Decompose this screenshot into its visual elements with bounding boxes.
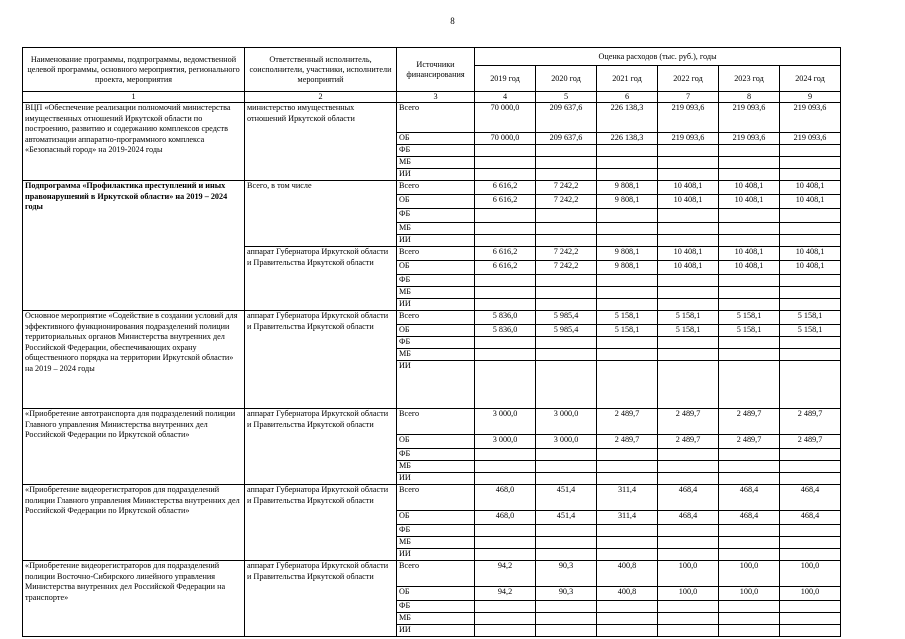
amount-cell: 2 489,7 (658, 409, 719, 435)
amount-cell (780, 223, 841, 235)
amount-cell (475, 549, 536, 561)
funding-source: ИИ (397, 361, 475, 409)
amount-cell: 5 158,1 (780, 311, 841, 325)
amount-cell: 5 158,1 (597, 325, 658, 337)
amount-cell (536, 613, 597, 625)
amount-cell (658, 349, 719, 361)
amount-cell (597, 449, 658, 461)
amount-cell (780, 601, 841, 613)
amount-cell (780, 525, 841, 537)
amount-cell (597, 613, 658, 625)
amount-cell (597, 145, 658, 157)
amount-cell: 6 616,2 (475, 181, 536, 195)
amount-cell (536, 145, 597, 157)
amount-cell: 5 158,1 (719, 311, 780, 325)
column-index: 1 (23, 92, 245, 103)
executor-cell: министерство имущественных отношений Иркутской области (245, 103, 397, 181)
amount-cell (658, 275, 719, 287)
funding-source: ИИ (397, 549, 475, 561)
amount-cell: 10 408,1 (719, 247, 780, 261)
funding-source: ИИ (397, 299, 475, 311)
amount-cell: 100,0 (719, 587, 780, 601)
executor-cell: аппарат Губернатора Иркутской области и Правительства Иркутской области (245, 409, 397, 485)
amount-cell (475, 449, 536, 461)
amount-cell: 100,0 (719, 561, 780, 587)
amount-cell: 100,0 (658, 587, 719, 601)
amount-cell: 10 408,1 (780, 247, 841, 261)
amount-cell: 94,2 (475, 561, 536, 587)
amount-cell: 90,3 (536, 561, 597, 587)
amount-cell: 219 093,6 (780, 133, 841, 145)
amount-cell: 7 242,2 (536, 261, 597, 275)
funding-source: ФБ (397, 449, 475, 461)
amount-cell (536, 337, 597, 349)
amount-cell: 5 158,1 (658, 325, 719, 337)
amount-cell: 70 000,0 (475, 103, 536, 133)
funding-source: ОБ (397, 261, 475, 275)
program-name: Подпрограмма «Профилактика преступлений и иных правонарушений в Иркутской области» на 2019 – 2024 годы (23, 181, 245, 311)
amount-cell: 468,4 (658, 511, 719, 525)
amount-cell (780, 461, 841, 473)
amount-cell (475, 613, 536, 625)
amount-cell (597, 275, 658, 287)
column-index: 2 (245, 92, 397, 103)
amount-cell: 6 616,2 (475, 261, 536, 275)
amount-cell: 311,4 (597, 511, 658, 525)
amount-cell: 468,0 (475, 485, 536, 511)
amount-cell (597, 601, 658, 613)
amount-cell: 468,4 (780, 511, 841, 525)
amount-cell: 5 836,0 (475, 325, 536, 337)
amount-cell (719, 461, 780, 473)
table-row (23, 103, 841, 133)
funding-source: МБ (397, 613, 475, 625)
amount-cell (597, 349, 658, 361)
amount-cell (475, 361, 536, 409)
program-name: ВЦП «Обеспечение реализации полномочий министерства имущественных отношений Иркутской области по построению, развитию и содержанию комплексов средств автоматизации аппаратно-программного комплекса «Безопасный город» на 2019-2024 годы (23, 103, 245, 181)
funding-source: ИИ (397, 235, 475, 247)
header-name: Наименование программы, подпрограммы, ведомственной целевой программы, основного мероприятия, регионального проекта, мероприятия (23, 48, 245, 92)
budget-table (22, 47, 841, 637)
amount-cell (597, 473, 658, 485)
amount-cell (719, 549, 780, 561)
header-year: 2024 год (780, 66, 841, 92)
amount-cell (536, 473, 597, 485)
amount-cell (536, 209, 597, 223)
amount-cell (475, 145, 536, 157)
amount-cell (597, 361, 658, 409)
header-executor: Ответственный исполнитель, соисполнители, участники, исполнители мероприятий (245, 48, 397, 92)
executor-cell: аппарат Губернатора Иркутской области и Правительства Иркутской области (245, 311, 397, 409)
amount-cell (719, 625, 780, 637)
amount-cell (536, 537, 597, 549)
amount-cell (597, 537, 658, 549)
amount-cell (658, 601, 719, 613)
funding-source: Всего (397, 409, 475, 435)
amount-cell: 9 808,1 (597, 195, 658, 209)
funding-source: Всего (397, 181, 475, 195)
amount-cell: 2 489,7 (719, 435, 780, 449)
amount-cell (536, 525, 597, 537)
funding-source: МБ (397, 157, 475, 169)
amount-cell (536, 461, 597, 473)
header-estimate: Оценка расходов (тыс. руб.), годы (475, 48, 841, 66)
amount-cell: 5 985,4 (536, 311, 597, 325)
amount-cell: 468,4 (780, 485, 841, 511)
amount-cell (780, 235, 841, 247)
amount-cell: 226 138,3 (597, 133, 658, 145)
amount-cell: 2 489,7 (597, 435, 658, 449)
amount-cell (475, 525, 536, 537)
amount-cell: 219 093,6 (719, 133, 780, 145)
amount-cell (597, 169, 658, 181)
amount-cell: 10 408,1 (719, 181, 780, 195)
amount-cell (658, 223, 719, 235)
amount-cell: 6 616,2 (475, 247, 536, 261)
amount-cell: 219 093,6 (658, 133, 719, 145)
funding-source: ОБ (397, 511, 475, 525)
amount-cell (475, 223, 536, 235)
column-index: 5 (536, 92, 597, 103)
column-index: 6 (597, 92, 658, 103)
amount-cell (475, 287, 536, 299)
table-row (23, 311, 841, 325)
column-index: 7 (658, 92, 719, 103)
amount-cell: 2 489,7 (658, 435, 719, 449)
amount-cell: 5 158,1 (719, 325, 780, 337)
amount-cell: 209 637,6 (536, 103, 597, 133)
amount-cell (780, 275, 841, 287)
amount-cell (597, 525, 658, 537)
funding-source: ФБ (397, 525, 475, 537)
amount-cell (536, 299, 597, 311)
amount-cell (780, 361, 841, 409)
amount-cell: 94,2 (475, 587, 536, 601)
table-row (23, 485, 841, 511)
amount-cell: 9 808,1 (597, 261, 658, 275)
amount-cell (719, 275, 780, 287)
amount-cell (658, 461, 719, 473)
amount-cell (475, 337, 536, 349)
amount-cell (658, 145, 719, 157)
amount-cell: 9 808,1 (597, 247, 658, 261)
table-row (23, 409, 841, 435)
amount-cell (475, 157, 536, 169)
funding-source: Всего (397, 311, 475, 325)
column-index: 4 (475, 92, 536, 103)
amount-cell (597, 625, 658, 637)
amount-cell (780, 337, 841, 349)
amount-cell (475, 299, 536, 311)
amount-cell (719, 525, 780, 537)
funding-source: ОБ (397, 435, 475, 449)
amount-cell (658, 235, 719, 247)
amount-cell (719, 169, 780, 181)
column-index: 3 (397, 92, 475, 103)
amount-cell (536, 625, 597, 637)
amount-cell: 3 000,0 (475, 435, 536, 449)
amount-cell: 10 408,1 (780, 261, 841, 275)
amount-cell: 2 489,7 (780, 435, 841, 449)
amount-cell (719, 235, 780, 247)
funding-source: ФБ (397, 337, 475, 349)
amount-cell (658, 449, 719, 461)
executor-cell: Всего, в том числе (245, 181, 397, 247)
funding-source: МБ (397, 461, 475, 473)
funding-source: ФБ (397, 275, 475, 287)
amount-cell: 90,3 (536, 587, 597, 601)
amount-cell: 10 408,1 (719, 261, 780, 275)
amount-cell (780, 299, 841, 311)
amount-cell (780, 169, 841, 181)
funding-source: ФБ (397, 601, 475, 613)
table-body (23, 103, 841, 637)
amount-cell (780, 145, 841, 157)
header-year: 2022 год (658, 66, 719, 92)
amount-cell: 10 408,1 (658, 261, 719, 275)
amount-cell: 100,0 (780, 561, 841, 587)
column-index: 8 (719, 92, 780, 103)
amount-cell (597, 549, 658, 561)
funding-source: МБ (397, 223, 475, 235)
table-row (23, 181, 841, 195)
amount-cell: 468,4 (658, 485, 719, 511)
amount-cell (658, 537, 719, 549)
amount-cell: 400,8 (597, 561, 658, 587)
amount-cell (536, 361, 597, 409)
amount-cell: 219 093,6 (658, 103, 719, 133)
amount-cell (475, 169, 536, 181)
amount-cell (536, 223, 597, 235)
program-name: Основное мероприятие «Содействие в создании условий для эффективного функционирования подразделений полиции территориальных органов Министерства внутренних дел Российской Федерации, обеспечивающих охрану общественного порядка на территории Иркутской области» на 2019 – 2024 годы (23, 311, 245, 409)
amount-cell (719, 601, 780, 613)
header-year: 2021 год (597, 66, 658, 92)
amount-cell (597, 287, 658, 299)
amount-cell: 451,4 (536, 485, 597, 511)
amount-cell (536, 275, 597, 287)
amount-cell (780, 287, 841, 299)
amount-cell (597, 461, 658, 473)
amount-cell (719, 449, 780, 461)
amount-cell: 2 489,7 (597, 409, 658, 435)
amount-cell (597, 299, 658, 311)
amount-cell (719, 473, 780, 485)
amount-cell (719, 209, 780, 223)
funding-source: МБ (397, 349, 475, 361)
amount-cell: 10 408,1 (780, 195, 841, 209)
amount-cell (597, 209, 658, 223)
amount-cell: 10 408,1 (658, 181, 719, 195)
amount-cell (536, 287, 597, 299)
amount-cell (658, 157, 719, 169)
amount-cell (536, 235, 597, 247)
amount-cell (719, 157, 780, 169)
amount-cell: 209 637,6 (536, 133, 597, 145)
amount-cell (780, 209, 841, 223)
amount-cell (658, 287, 719, 299)
funding-source: Всего (397, 103, 475, 133)
amount-cell: 70 000,0 (475, 133, 536, 145)
amount-cell: 311,4 (597, 485, 658, 511)
amount-cell (536, 549, 597, 561)
amount-cell (475, 275, 536, 287)
amount-cell (475, 537, 536, 549)
funding-source: ИИ (397, 169, 475, 181)
amount-cell (780, 625, 841, 637)
amount-cell (475, 473, 536, 485)
amount-cell (475, 461, 536, 473)
amount-cell: 468,4 (719, 511, 780, 525)
amount-cell: 226 138,3 (597, 103, 658, 133)
amount-cell: 7 242,2 (536, 181, 597, 195)
amount-cell (719, 349, 780, 361)
amount-cell: 5 158,1 (780, 325, 841, 337)
amount-cell (658, 337, 719, 349)
amount-cell: 5 158,1 (658, 311, 719, 325)
amount-cell (719, 361, 780, 409)
amount-cell (780, 449, 841, 461)
amount-cell (780, 549, 841, 561)
amount-cell (536, 601, 597, 613)
funding-source: ОБ (397, 133, 475, 145)
header-year: 2019 год (475, 66, 536, 92)
amount-cell (475, 235, 536, 247)
amount-cell (658, 169, 719, 181)
funding-source: ОБ (397, 325, 475, 337)
header-year: 2023 год (719, 66, 780, 92)
funding-source: МБ (397, 287, 475, 299)
amount-cell (658, 613, 719, 625)
amount-cell: 5 158,1 (597, 311, 658, 325)
amount-cell (719, 287, 780, 299)
amount-cell: 3 000,0 (475, 409, 536, 435)
executor-cell: аппарат Губернатора Иркутской области и Правительства Иркутской области (245, 247, 397, 311)
funding-source: МБ (397, 537, 475, 549)
amount-cell (597, 223, 658, 235)
amount-cell: 7 242,2 (536, 247, 597, 261)
funding-source: Всего (397, 485, 475, 511)
amount-cell (658, 625, 719, 637)
amount-cell: 400,8 (597, 587, 658, 601)
amount-cell: 219 093,6 (719, 103, 780, 133)
header-year: 2020 год (536, 66, 597, 92)
funding-source: ИИ (397, 625, 475, 637)
amount-cell (475, 209, 536, 223)
amount-cell (475, 601, 536, 613)
amount-cell (658, 209, 719, 223)
amount-cell: 10 408,1 (658, 195, 719, 209)
amount-cell: 5 985,4 (536, 325, 597, 337)
funding-source: Всего (397, 247, 475, 261)
amount-cell (536, 449, 597, 461)
amount-cell (658, 361, 719, 409)
amount-cell (719, 223, 780, 235)
program-name: «Приобретение видеорегистраторов для подразделений полиции Восточно-Сибирского линейного управления Министерства внутренних дел Российской Федерации на транспорте» (23, 561, 245, 637)
table-row (23, 561, 841, 587)
amount-cell: 451,4 (536, 511, 597, 525)
amount-cell (658, 525, 719, 537)
amount-cell (475, 625, 536, 637)
amount-cell (658, 549, 719, 561)
funding-source: ФБ (397, 209, 475, 223)
amount-cell (597, 157, 658, 169)
amount-cell (536, 349, 597, 361)
amount-cell: 6 616,2 (475, 195, 536, 209)
amount-cell (719, 537, 780, 549)
amount-cell: 10 408,1 (658, 247, 719, 261)
executor-cell: аппарат Губернатора Иркутской области и Правительства Иркутской области (245, 561, 397, 637)
amount-cell: 7 242,2 (536, 195, 597, 209)
amount-cell: 2 489,7 (780, 409, 841, 435)
amount-cell (658, 473, 719, 485)
amount-cell (780, 157, 841, 169)
page-number: 8 (450, 16, 455, 26)
amount-cell (719, 337, 780, 349)
amount-cell (719, 613, 780, 625)
amount-cell: 468,0 (475, 511, 536, 525)
amount-cell (475, 349, 536, 361)
amount-cell: 10 408,1 (780, 181, 841, 195)
amount-cell: 5 836,0 (475, 311, 536, 325)
amount-cell (719, 145, 780, 157)
amount-cell (780, 349, 841, 361)
program-name: «Приобретение видеорегистраторов для подразделений полиции Главного управления Министерства внутренних дел Российской Федерации по Иркутской области» (23, 485, 245, 561)
column-index: 9 (780, 92, 841, 103)
amount-cell (536, 157, 597, 169)
program-name: «Приобретение автотранспорта для подразделений полиции Главного управления Министерства внутренних дел Российской Федерации по Иркутской области» (23, 409, 245, 485)
amount-cell: 100,0 (780, 587, 841, 601)
amount-cell (719, 299, 780, 311)
funding-source: ИИ (397, 473, 475, 485)
executor-cell: аппарат Губернатора Иркутской области и Правительства Иркутской области (245, 485, 397, 561)
amount-cell: 10 408,1 (719, 195, 780, 209)
amount-cell: 9 808,1 (597, 181, 658, 195)
amount-cell: 3 000,0 (536, 409, 597, 435)
amount-cell (780, 613, 841, 625)
amount-cell (780, 537, 841, 549)
amount-cell: 468,4 (719, 485, 780, 511)
amount-cell (658, 299, 719, 311)
funding-source: ОБ (397, 587, 475, 601)
amount-cell: 219 093,6 (780, 103, 841, 133)
header-source: Источники финансирования (397, 48, 475, 92)
amount-cell: 100,0 (658, 561, 719, 587)
funding-source: Всего (397, 561, 475, 587)
funding-source: ФБ (397, 145, 475, 157)
amount-cell (536, 169, 597, 181)
amount-cell (597, 337, 658, 349)
amount-cell: 2 489,7 (719, 409, 780, 435)
amount-cell: 3 000,0 (536, 435, 597, 449)
amount-cell (597, 235, 658, 247)
funding-source: ОБ (397, 195, 475, 209)
amount-cell (780, 473, 841, 485)
